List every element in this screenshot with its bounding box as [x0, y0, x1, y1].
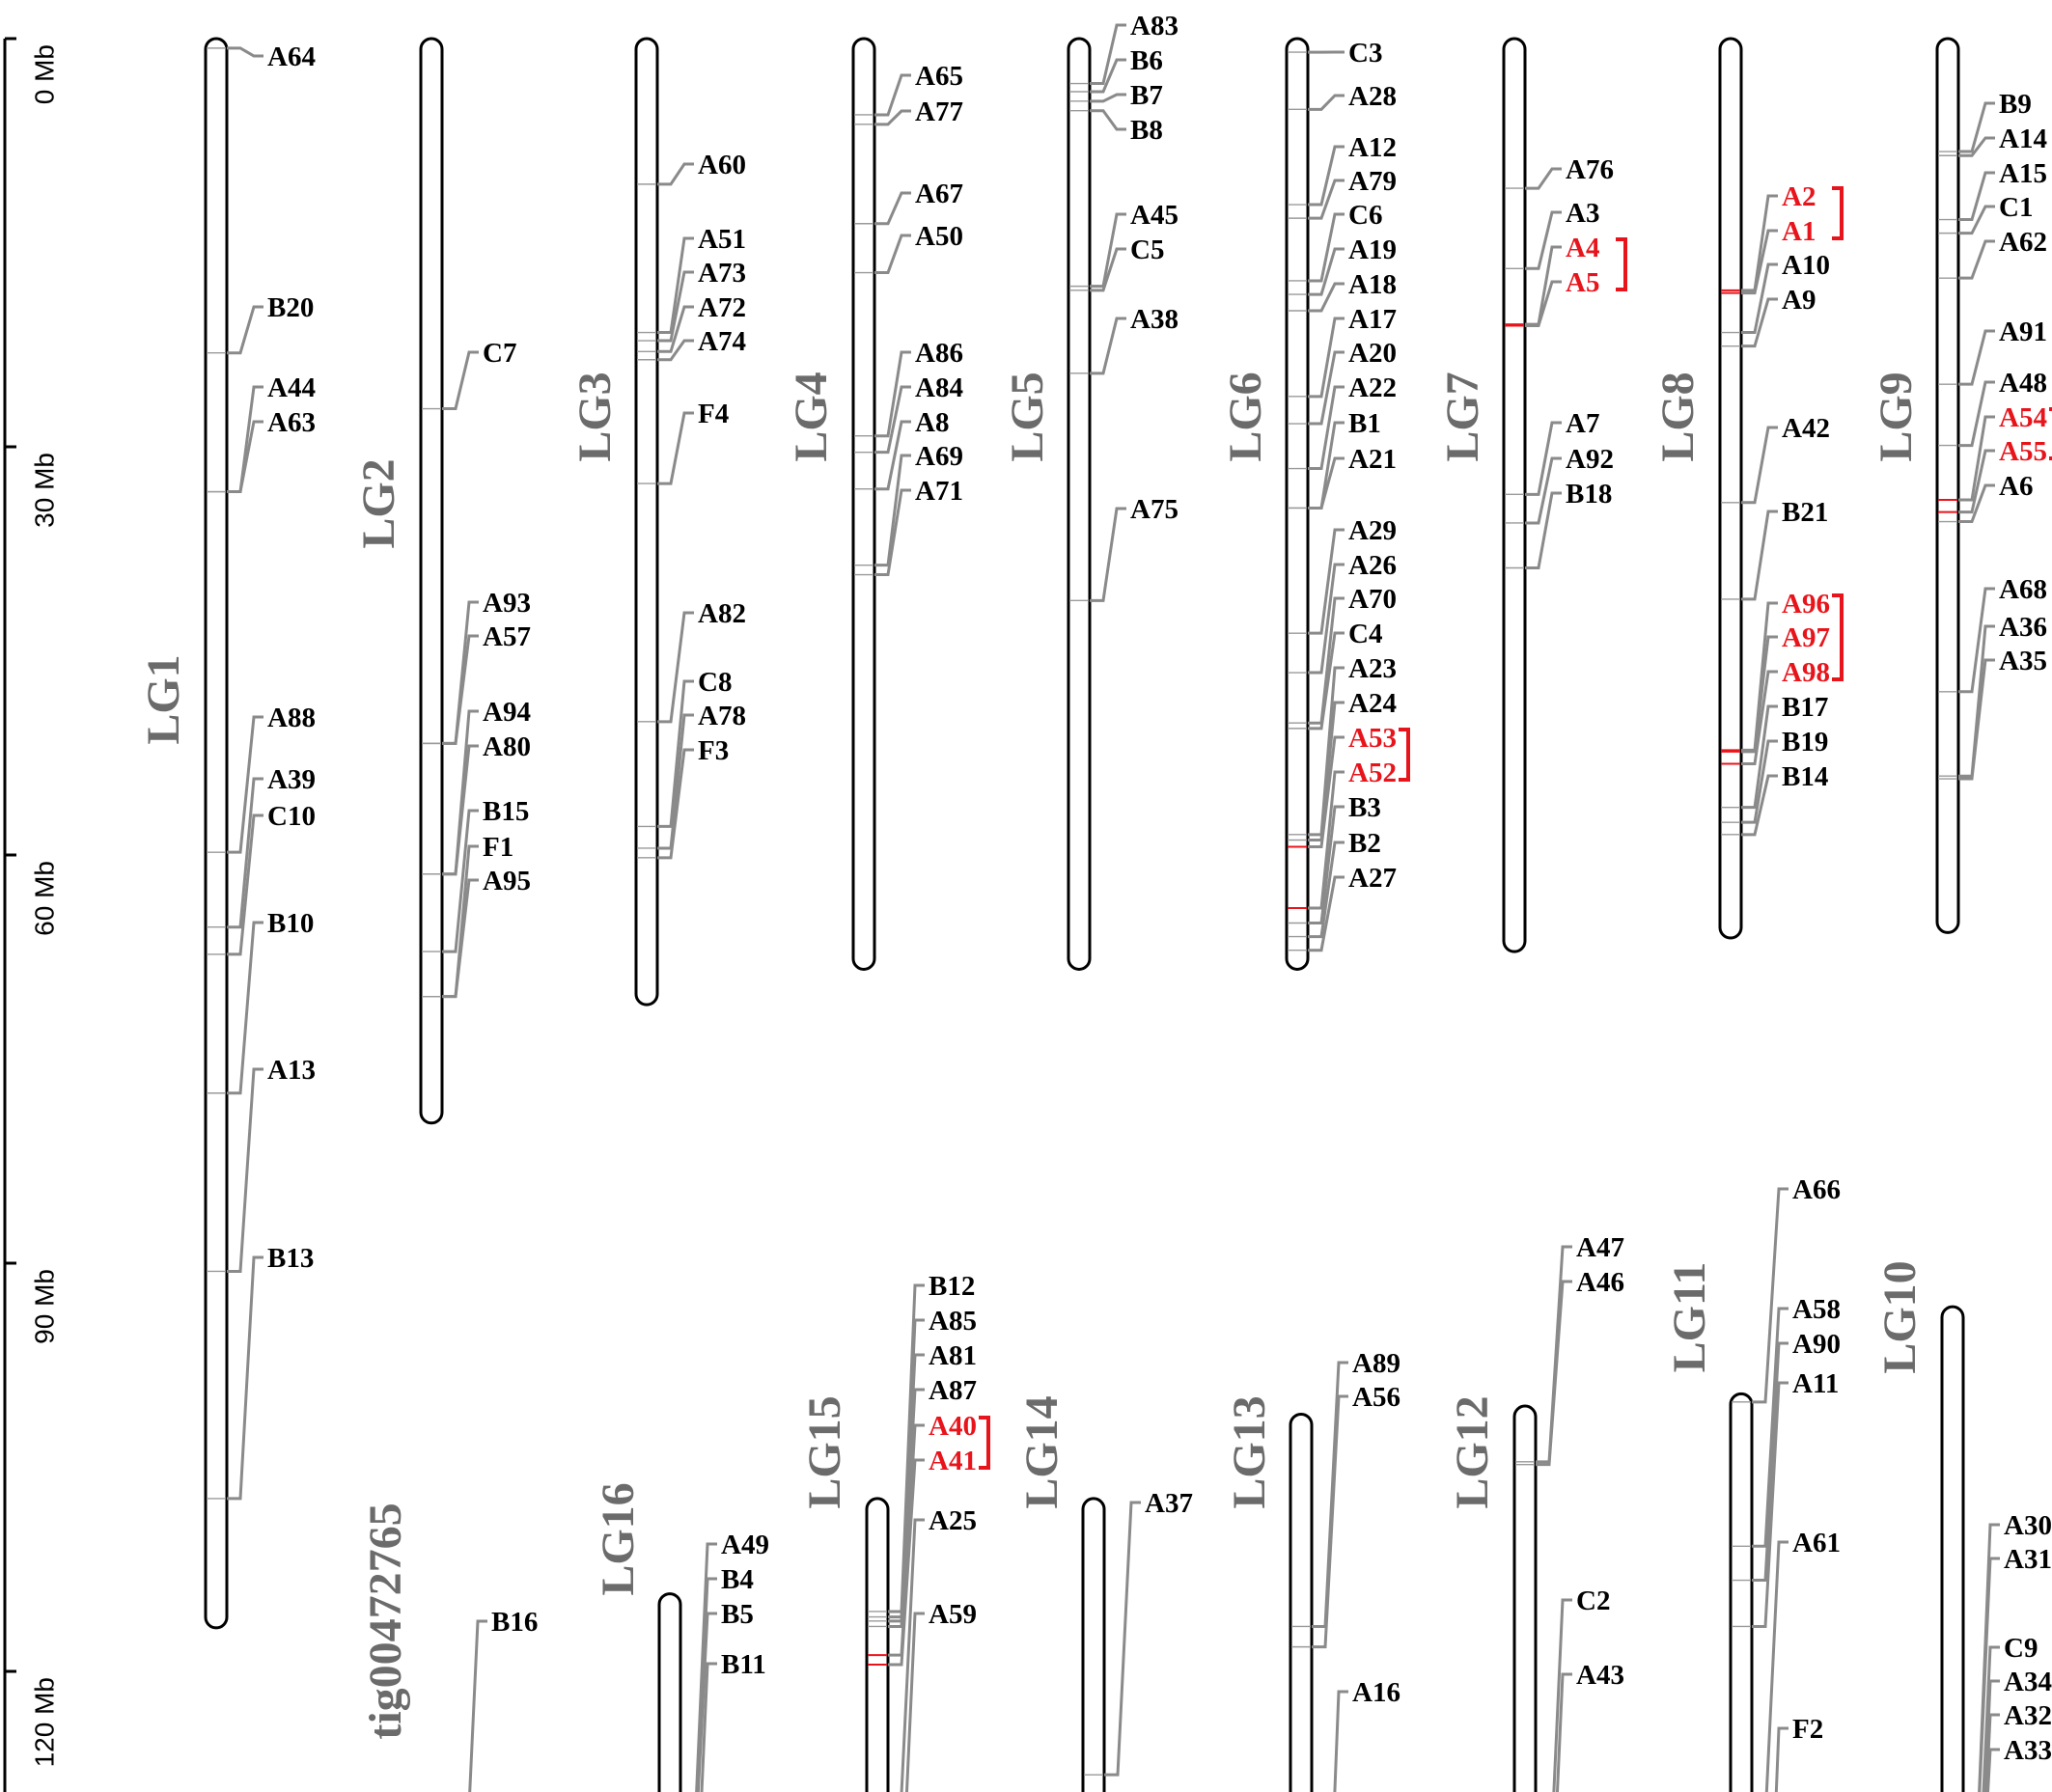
marker-label-a1: A1: [1782, 216, 1816, 247]
marker-label-a86: A86: [915, 338, 963, 369]
linkage-group-lg14: [1016, 1395, 1193, 1792]
marker-leader: [1958, 173, 1995, 220]
marker-label-a68: A68: [1999, 574, 2047, 605]
marker-leader: [874, 193, 911, 224]
marker-leader: [1104, 1503, 1141, 1775]
marker-leader: [451, 1621, 487, 1792]
marker-label-b10: B10: [267, 908, 315, 939]
marker-leader: [1308, 565, 1345, 673]
marker-leader: [227, 387, 263, 492]
marker-label-b13: B13: [267, 1243, 315, 1274]
marker-label-b20: B20: [267, 292, 315, 323]
marker-label-b15: B15: [483, 796, 530, 827]
marker-label-a72: A72: [698, 292, 746, 323]
linkage-group-label: LG1: [138, 654, 189, 745]
marker-leader: [442, 602, 479, 743]
linkage-group-lg5: [1002, 11, 1179, 969]
marker-label-a40: A40: [929, 1411, 977, 1442]
marker-leader: [1312, 1363, 1348, 1626]
marker-label-a21: A21: [1348, 444, 1397, 475]
marker-label-a88: A88: [267, 703, 316, 733]
marker-label-a55: A55: [1999, 436, 2047, 467]
marker-leader: [1536, 1600, 1572, 1792]
linkage-group-lg15: [799, 1271, 988, 1792]
marker-label-a93: A93: [483, 588, 531, 619]
marker-leader: [1308, 214, 1345, 281]
marker-label-a23: A23: [1348, 653, 1397, 684]
marker-label-a32: A32: [2004, 1700, 2052, 1731]
highlight-bracket: [1832, 595, 1842, 679]
marker-label-a14: A14: [1999, 124, 2047, 154]
marker-label-a3: A3: [1566, 198, 1600, 229]
marker-label-a73: A73: [698, 258, 746, 289]
marker-leader: [874, 235, 911, 273]
marker-label-b1: B1: [1348, 408, 1381, 439]
marker-leader: [1308, 284, 1345, 311]
marker-label-a60: A60: [698, 150, 746, 180]
marker-label-b6: B6: [1130, 45, 1163, 76]
chromosome-bar: [1290, 1415, 1312, 1792]
marker-leader: [874, 387, 911, 453]
marker-leader: [1308, 147, 1345, 205]
marker-label-b18: B18: [1566, 479, 1613, 510]
marker-leader: [1090, 25, 1126, 84]
marker-label-a77: A77: [915, 96, 963, 127]
marker-leader: [1536, 1247, 1572, 1462]
marker-label-a43: A43: [1576, 1660, 1624, 1691]
marker-label-c2: C2: [1576, 1585, 1611, 1616]
highlight-bracket: [979, 1418, 988, 1468]
marker-label-c1: C1: [1999, 192, 2034, 223]
linkage-group-lg7: [1437, 39, 1625, 951]
marker-label-a62: A62: [1999, 227, 2047, 258]
marker-leader: [227, 923, 263, 1093]
marker-label-b8: B8: [1130, 115, 1163, 146]
chromosome-bar: [853, 39, 874, 969]
marker-label-a81: A81: [929, 1340, 977, 1371]
marker-label-b4: B4: [721, 1564, 754, 1595]
marker-label-a70: A70: [1348, 584, 1397, 615]
marker-leader: [1958, 451, 1995, 512]
marker-label-a58: A58: [1792, 1294, 1841, 1325]
marker-label-b2: B2: [1348, 828, 1381, 859]
marker-label-b19: B19: [1782, 727, 1829, 758]
ruler-tick-label: 120 Mb: [29, 1677, 60, 1768]
marker-leader: [442, 711, 479, 874]
marker-label-a98: A98: [1782, 657, 1830, 688]
linkage-group-lg9: [1871, 39, 2052, 932]
marker-label-a29: A29: [1348, 515, 1397, 546]
marker-label-a4: A4: [1566, 233, 1600, 263]
marker-label-c6: C6: [1348, 200, 1383, 231]
linkage-group-label: LG2: [353, 458, 404, 549]
marker-label-c3: C3: [1348, 38, 1383, 69]
linkage-group-label: LG4: [786, 372, 837, 462]
chromosome-bar: [636, 39, 657, 1005]
marker-label-b5: B5: [721, 1599, 754, 1630]
marker-label-a80: A80: [483, 731, 531, 762]
marker-leader: [1741, 427, 1778, 503]
marker-label-a15: A15: [1999, 158, 2047, 189]
marker-label-a30: A30: [2004, 1510, 2052, 1541]
chromosome-bar: [1731, 1393, 1752, 1792]
marker-leader: [1308, 530, 1345, 633]
marker-label-a16: A16: [1352, 1677, 1400, 1708]
marker-label-a44: A44: [267, 372, 316, 403]
marker-label-a11: A11: [1792, 1368, 1840, 1399]
marker-leader: [1741, 511, 1778, 599]
marker-label-a49: A49: [721, 1530, 769, 1560]
ruler-tick-label: 90 Mb: [29, 1269, 60, 1344]
marker-label-a46: A46: [1576, 1267, 1624, 1298]
marker-label-a19: A19: [1348, 234, 1397, 265]
marker-leader: [227, 717, 263, 852]
marker-label-a27: A27: [1348, 863, 1397, 894]
marker-label-a75: A75: [1130, 494, 1179, 525]
marker-leader: [1958, 103, 1995, 152]
marker-label-b7: B7: [1130, 80, 1163, 111]
marker-leader: [1525, 169, 1562, 188]
marker-label-a69: A69: [915, 441, 963, 472]
highlight-bracket: [1832, 188, 1842, 238]
marker-label-a7: A7: [1566, 408, 1600, 439]
marker-label-a24: A24: [1348, 688, 1397, 719]
linkage-group-label: LG11: [1664, 1261, 1715, 1373]
marker-leader: [227, 1069, 263, 1271]
linkage-group-label: LG16: [593, 1482, 644, 1596]
marker-label-a37: A37: [1145, 1488, 1193, 1519]
chromosome-bar: [1083, 1499, 1104, 1792]
marker-label-c8: C8: [698, 667, 733, 698]
linkage-group-label: tig00472765: [360, 1503, 411, 1740]
linkage-group-label: LG7: [1437, 372, 1488, 462]
marker-label-a96: A96: [1782, 589, 1830, 620]
marker-leader: [1308, 96, 1345, 109]
marker-label-f1: F1: [483, 832, 514, 863]
marker-label-a35: A35: [1999, 646, 2047, 676]
marker-label-f3: F3: [698, 735, 730, 766]
marker-label-a63: A63: [267, 407, 316, 438]
marker-label-a41: A41: [929, 1446, 977, 1476]
marker-label-c9: C9: [2004, 1633, 2038, 1664]
marker-label-a50: A50: [915, 221, 963, 252]
marker-label-a57: A57: [483, 621, 531, 652]
marker-label-a8: A8: [915, 407, 950, 438]
marker-leader: [442, 352, 479, 409]
physical-scale-ruler: [5, 39, 59, 1792]
marker-leader: [680, 1613, 717, 1792]
marker-label-a9: A9: [1782, 285, 1816, 316]
marker-leader: [657, 413, 694, 483]
linkage-group-lg13: [1224, 1348, 1400, 1792]
marker-label-a91: A91: [1999, 317, 2047, 347]
marker-label-b16: B16: [491, 1607, 539, 1638]
marker-leader: [1090, 318, 1126, 373]
marker-label-b11: B11: [721, 1649, 766, 1680]
marker-label-a2: A2: [1782, 181, 1816, 212]
marker-label-c4: C4: [1348, 619, 1383, 649]
chromosome-bar: [1504, 39, 1525, 951]
chromosome-bar: [206, 39, 227, 1628]
chromosome-bar: [659, 1594, 680, 1792]
marker-label-a64: A64: [267, 41, 316, 72]
chromosome-bar: [1720, 39, 1741, 938]
marker-label-a48: A48: [1999, 368, 2047, 399]
marker-label-a28: A28: [1348, 81, 1397, 112]
marker-label-a10: A10: [1782, 250, 1830, 281]
chromosome-bar: [1287, 39, 1308, 969]
linkage-group-label: LG6: [1220, 372, 1271, 462]
marker-label-b3: B3: [1348, 792, 1381, 823]
marker-leader: [1958, 331, 1995, 384]
linkage-group-lg1: [138, 39, 316, 1628]
marker-leader: [657, 613, 694, 722]
linkage-group-lg11: [1664, 1174, 1841, 1792]
marker-label-a92: A92: [1566, 444, 1614, 475]
marker-leader: [227, 307, 263, 353]
marker-label-a52: A52: [1348, 758, 1397, 788]
marker-label-a13: A13: [267, 1055, 316, 1086]
marker-leader: [1525, 212, 1562, 268]
marker-label-a74: A74: [698, 326, 746, 357]
marker-label-a59: A59: [929, 1599, 977, 1630]
marker-label-b21: B21: [1782, 497, 1829, 528]
marker-label-c5: C5: [1130, 234, 1165, 265]
marker-label-a39: A39: [267, 764, 316, 795]
marker-leader: [227, 1257, 263, 1499]
marker-label-a79: A79: [1348, 166, 1397, 197]
marker-label-a90: A90: [1792, 1329, 1841, 1360]
marker-label-a38: A38: [1130, 304, 1179, 335]
ruler-tick-label: 60 Mb: [29, 861, 60, 936]
marker-leader: [1958, 241, 1995, 278]
marker-label-b14: B14: [1782, 761, 1829, 792]
marker-leader: [874, 75, 911, 115]
marker-label-a42: A42: [1782, 413, 1830, 444]
linkage-group-lg12: [1447, 1232, 1624, 1792]
marker-leader: [1958, 589, 1995, 692]
linkage-group-label: LG10: [1874, 1260, 1926, 1374]
marker-label-a84: A84: [915, 372, 963, 403]
marker-label-a83: A83: [1130, 11, 1179, 41]
marker-leader: [1958, 382, 1995, 446]
marker-label-a89: A89: [1352, 1348, 1400, 1379]
marker-leader: [1308, 318, 1345, 397]
marker-label-a71: A71: [915, 476, 963, 507]
marker-label-f2: F2: [1792, 1714, 1824, 1745]
marker-label-a47: A47: [1576, 1232, 1624, 1263]
linkage-group-lg8: [1652, 39, 1842, 938]
marker-label-a31: A31: [2004, 1544, 2052, 1575]
marker-label-a94: A94: [483, 697, 531, 728]
highlight-bracket: [1399, 730, 1408, 780]
marker-label-a22: A22: [1348, 372, 1397, 403]
marker-label-a54: A54: [1999, 402, 2047, 433]
marker-label-a33: A33: [2004, 1735, 2052, 1766]
marker-leader: [442, 846, 479, 997]
chromosome-bar: [1068, 39, 1090, 969]
marker-label-a36: A36: [1999, 612, 2047, 643]
marker-label-c10: C10: [267, 801, 316, 832]
marker-label-a12: A12: [1348, 132, 1397, 163]
marker-leader: [1090, 509, 1126, 600]
marker-label-a45: A45: [1130, 200, 1179, 231]
marker-label-a56: A56: [1352, 1382, 1400, 1413]
chromosome-bar: [421, 39, 442, 1123]
linkage-group-label: LG5: [1002, 372, 1053, 462]
marker-label-a51: A51: [698, 224, 746, 255]
linkage-group-label: LG14: [1016, 1395, 1068, 1509]
marker-label-b17: B17: [1782, 692, 1829, 723]
marker-label-a26: A26: [1348, 550, 1397, 581]
marker-label-b12: B12: [929, 1271, 976, 1302]
chromosome-bar: [867, 1499, 888, 1792]
marker-leader: [1963, 1558, 2000, 1792]
marker-label-a97: A97: [1782, 622, 1830, 653]
linkage-group-lg16: [593, 1482, 769, 1792]
marker-label-a66: A66: [1792, 1174, 1841, 1205]
marker-label-a20: A20: [1348, 338, 1397, 369]
linkage-groups: [138, 11, 2052, 1792]
marker-label-a53: A53: [1348, 723, 1397, 754]
marker-label-a85: A85: [929, 1306, 977, 1337]
marker-label-a18: A18: [1348, 269, 1397, 300]
linkage-group-lg3: [569, 39, 746, 1005]
marker-label-a67: A67: [915, 179, 963, 209]
linkage-group-lg4: [786, 39, 963, 969]
linkage-group-tig00472765: [360, 1503, 538, 1792]
ruler-tick-label: 0 Mb: [29, 44, 60, 105]
highlight-bracket: [1616, 239, 1625, 289]
marker-label-a95: A95: [483, 866, 531, 896]
marker-label-a5: A5: [1566, 267, 1600, 298]
marker-label-a61: A61: [1792, 1528, 1841, 1558]
marker-label-a82: A82: [698, 598, 746, 629]
linkage-group-lg6: [1220, 38, 1408, 969]
marker-label-a76: A76: [1566, 154, 1614, 185]
marker-leader: [1090, 111, 1126, 129]
marker-label-a87: A87: [929, 1375, 977, 1406]
marker-label-a17: A17: [1348, 304, 1397, 335]
linkage-group-label: LG9: [1871, 372, 1922, 462]
linkage-group-lg2: [353, 39, 531, 1123]
marker-label-a78: A78: [698, 701, 746, 731]
marker-label-b9: B9: [1999, 89, 2032, 120]
marker-label-c7: C7: [483, 338, 517, 369]
linkage-group-label: LG15: [799, 1395, 850, 1509]
marker-label-a34: A34: [2004, 1667, 2052, 1697]
marker-leader: [1312, 1692, 1348, 1792]
linkage-group-label: LG12: [1447, 1395, 1498, 1509]
marker-leader: [657, 164, 694, 184]
marker-leader: [1090, 95, 1126, 101]
chromosome-bar: [1937, 39, 1958, 932]
linkage-group-label: LG3: [569, 372, 621, 462]
marker-label-f4: F4: [698, 399, 730, 429]
marker-leader: [1752, 1189, 1789, 1402]
marker-leader: [874, 111, 911, 124]
marker-leader: [227, 48, 263, 56]
marker-label-a25: A25: [929, 1505, 977, 1536]
marker-label-a6: A6: [1999, 471, 2034, 502]
marker-label-a65: A65: [915, 61, 963, 92]
chromosome-bar: [1942, 1307, 1963, 1792]
linkage-group-label: LG13: [1224, 1395, 1275, 1509]
ruler-tick-label: 30 Mb: [29, 453, 60, 528]
linkage-group-label: LG8: [1652, 372, 1704, 462]
linkage-group-lg10: [1874, 1260, 2052, 1792]
